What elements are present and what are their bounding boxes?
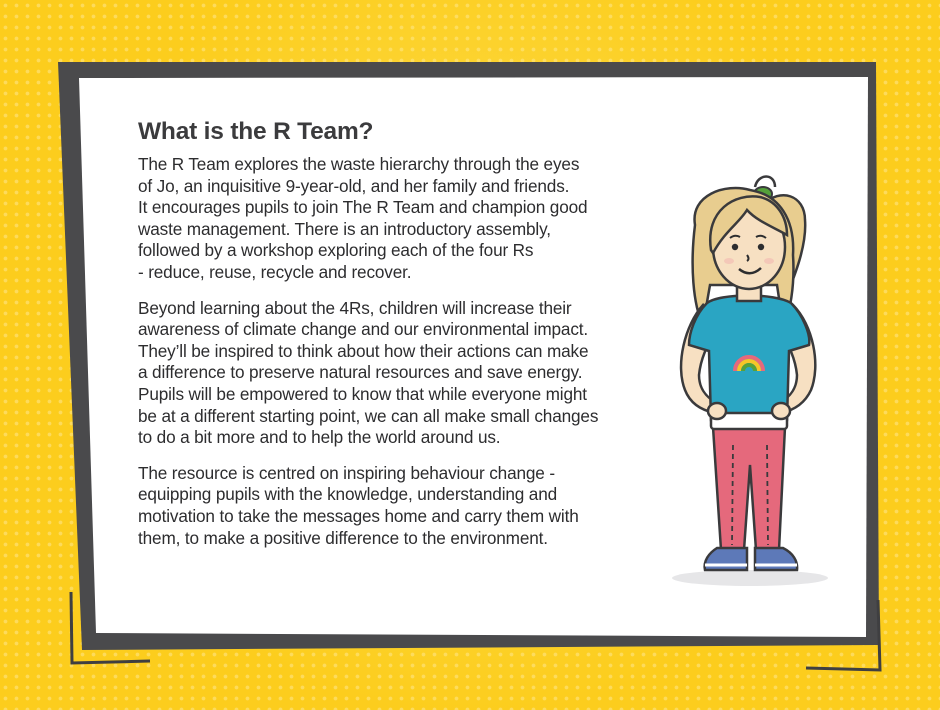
page-title: What is the R Team? bbox=[138, 118, 374, 145]
paragraph-line: They’ll be inspired to think about how their actions can make bbox=[138, 340, 589, 361]
paragraph-line: Pupils will be empowered to know that while everyone might bbox=[138, 383, 587, 404]
paragraph-line: Beyond learning about the 4Rs, children will increase their bbox=[138, 297, 572, 318]
card-content bbox=[138, 118, 653, 563]
paragraph-line: - reduce, reuse, recycle and recover. bbox=[138, 261, 412, 282]
learning-paragraph bbox=[138, 298, 653, 449]
paragraph-line: awareness of climate change and our environmental impact. bbox=[138, 319, 589, 340]
paragraph-line: motivation to take the messages home and carry them with bbox=[138, 505, 579, 526]
shoes bbox=[705, 548, 798, 570]
jo-character-illustration bbox=[655, 165, 845, 595]
paragraph-line: equipping pupils with the knowledge, understanding and bbox=[138, 484, 558, 505]
paragraph-line: of Jo, an inquisitive 9-year-old, and her family and friends. bbox=[138, 175, 570, 196]
paragraph-line: It encourages pupils to join The R Team and champion good bbox=[138, 197, 588, 218]
paragraph-line: to do a bit more and to help the world around us. bbox=[138, 427, 501, 448]
intro-paragraph bbox=[138, 154, 653, 284]
trousers bbox=[713, 427, 785, 550]
behaviour-paragraph bbox=[138, 463, 653, 549]
paragraph-line: waste management. There is an introductory assembly, bbox=[138, 218, 551, 239]
paragraph-line: them, to make a positive difference to the environment. bbox=[138, 527, 548, 548]
paragraph-line: be at a different starting point, we can all make small changes bbox=[138, 405, 599, 426]
ground-shadow bbox=[672, 570, 828, 586]
paragraph-line: followed by a workshop exploring each of the four Rs bbox=[138, 240, 534, 261]
paragraph-line: The R Team explores the waste hierarchy through the eyes bbox=[138, 154, 580, 174]
paragraph-line: The resource is centred on inspiring behaviour change - bbox=[138, 462, 555, 483]
paragraph-line: a difference to preserve natural resources and save energy. bbox=[138, 362, 583, 383]
